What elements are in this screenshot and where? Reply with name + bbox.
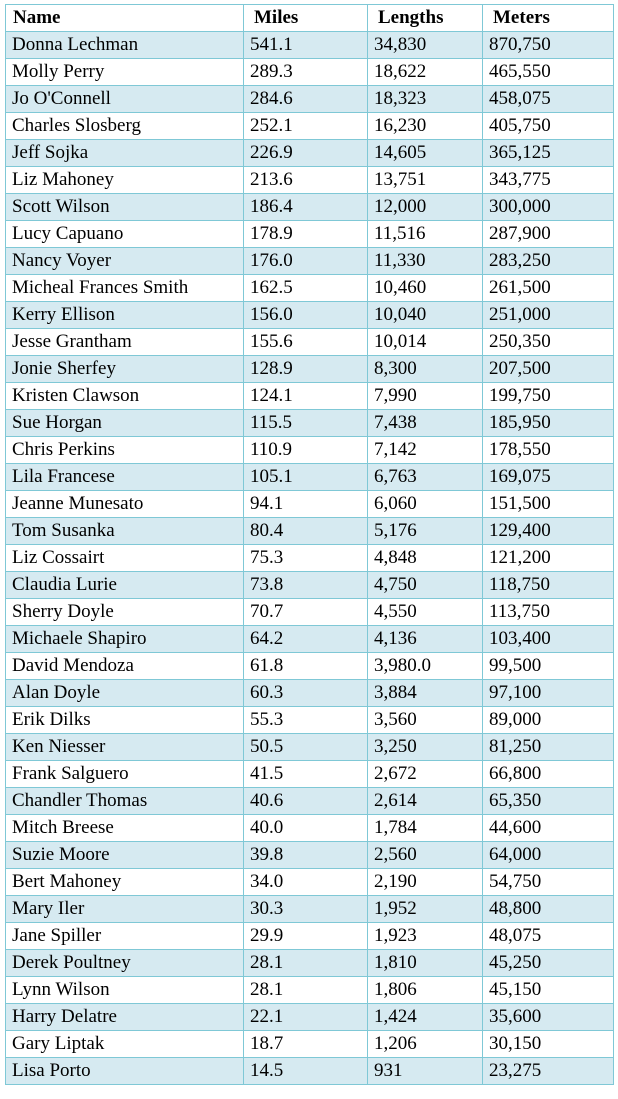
cell-miles: 289.3 — [244, 59, 368, 86]
cell-miles: 34.0 — [244, 869, 368, 896]
cell-lengths: 34,830 — [368, 32, 483, 59]
cell-miles: 14.5 — [244, 1058, 368, 1085]
table-header — [6, 5, 614, 32]
cell-name: Lila Francese — [6, 464, 244, 491]
cell-miles: 156.0 — [244, 302, 368, 329]
table-row — [6, 437, 614, 464]
cell-meters: 870,750 — [483, 32, 614, 59]
cell-meters: 118,750 — [483, 572, 614, 599]
cell-meters: 89,000 — [483, 707, 614, 734]
cell-lengths: 8,300 — [368, 356, 483, 383]
cell-meters: 81,250 — [483, 734, 614, 761]
cell-name: Jo O'Connell — [6, 86, 244, 113]
cell-miles: 41.5 — [244, 761, 368, 788]
table-row — [6, 356, 614, 383]
cell-meters: 283,250 — [483, 248, 614, 275]
table-row — [6, 707, 614, 734]
cell-name: Frank Salguero — [6, 761, 244, 788]
cell-name: Sue Horgan — [6, 410, 244, 437]
cell-miles: 284.6 — [244, 86, 368, 113]
cell-lengths: 3,560 — [368, 707, 483, 734]
cell-miles: 29.9 — [244, 923, 368, 950]
cell-name: Lisa Porto — [6, 1058, 244, 1085]
cell-miles: 40.6 — [244, 788, 368, 815]
cell-miles: 128.9 — [244, 356, 368, 383]
cell-lengths: 7,438 — [368, 410, 483, 437]
cell-meters: 66,800 — [483, 761, 614, 788]
cell-name: Jesse Grantham — [6, 329, 244, 356]
cell-miles: 94.1 — [244, 491, 368, 518]
cell-name: Derek Poultney — [6, 950, 244, 977]
cell-meters: 458,075 — [483, 86, 614, 113]
cell-name: Michaele Shapiro — [6, 626, 244, 653]
cell-lengths: 18,323 — [368, 86, 483, 113]
table-row — [6, 599, 614, 626]
cell-miles: 80.4 — [244, 518, 368, 545]
cell-meters: 185,950 — [483, 410, 614, 437]
cell-name: Jane Spiller — [6, 923, 244, 950]
cell-name: Claudia Lurie — [6, 572, 244, 599]
cell-meters: 97,100 — [483, 680, 614, 707]
cell-lengths: 1,784 — [368, 815, 483, 842]
cell-meters: 121,200 — [483, 545, 614, 572]
cell-meters: 113,750 — [483, 599, 614, 626]
cell-name: Lynn Wilson — [6, 977, 244, 1004]
table-row — [6, 869, 614, 896]
cell-meters: 405,750 — [483, 113, 614, 140]
cell-miles: 22.1 — [244, 1004, 368, 1031]
table-row — [6, 167, 614, 194]
cell-lengths: 4,136 — [368, 626, 483, 653]
table-row — [6, 950, 614, 977]
cell-meters: 54,750 — [483, 869, 614, 896]
cell-miles: 110.9 — [244, 437, 368, 464]
cell-name: Lucy Capuano — [6, 221, 244, 248]
cell-miles: 39.8 — [244, 842, 368, 869]
distance-table — [5, 4, 614, 1085]
cell-name: Ken Niesser — [6, 734, 244, 761]
table-row — [6, 194, 614, 221]
cell-lengths: 5,176 — [368, 518, 483, 545]
cell-lengths: 2,672 — [368, 761, 483, 788]
table-row — [6, 788, 614, 815]
cell-miles: 155.6 — [244, 329, 368, 356]
cell-lengths: 3,884 — [368, 680, 483, 707]
cell-meters: 129,400 — [483, 518, 614, 545]
header-row — [6, 5, 614, 32]
table-row — [6, 113, 614, 140]
table-row — [6, 1004, 614, 1031]
cell-miles: 30.3 — [244, 896, 368, 923]
cell-miles: 105.1 — [244, 464, 368, 491]
cell-name: Bert Mahoney — [6, 869, 244, 896]
cell-lengths: 13,751 — [368, 167, 483, 194]
cell-miles: 64.2 — [244, 626, 368, 653]
cell-name: Erik Dilks — [6, 707, 244, 734]
cell-name: Charles Slosberg — [6, 113, 244, 140]
table-row — [6, 383, 614, 410]
cell-name: Mitch Breese — [6, 815, 244, 842]
cell-meters: 287,900 — [483, 221, 614, 248]
cell-name: David Mendoza — [6, 653, 244, 680]
header-miles: Miles — [244, 5, 368, 32]
cell-name: Tom Susanka — [6, 518, 244, 545]
cell-name: Kristen Clawson — [6, 383, 244, 410]
table-row — [6, 32, 614, 59]
cell-lengths: 1,923 — [368, 923, 483, 950]
cell-miles: 115.5 — [244, 410, 368, 437]
cell-lengths: 3,250 — [368, 734, 483, 761]
cell-meters: 300,000 — [483, 194, 614, 221]
cell-lengths: 1,952 — [368, 896, 483, 923]
cell-lengths: 1,810 — [368, 950, 483, 977]
cell-lengths: 7,990 — [368, 383, 483, 410]
cell-lengths: 931 — [368, 1058, 483, 1085]
cell-meters: 30,150 — [483, 1031, 614, 1058]
cell-miles: 70.7 — [244, 599, 368, 626]
cell-meters: 261,500 — [483, 275, 614, 302]
cell-meters: 199,750 — [483, 383, 614, 410]
table-row — [6, 491, 614, 518]
cell-miles: 226.9 — [244, 140, 368, 167]
table-body — [6, 32, 614, 1085]
cell-name: Alan Doyle — [6, 680, 244, 707]
table-row — [6, 815, 614, 842]
cell-name: Scott Wilson — [6, 194, 244, 221]
cell-miles: 75.3 — [244, 545, 368, 572]
table-row — [6, 977, 614, 1004]
cell-meters: 65,350 — [483, 788, 614, 815]
cell-name: Liz Cossairt — [6, 545, 244, 572]
cell-lengths: 3,980.0 — [368, 653, 483, 680]
table-row — [6, 653, 614, 680]
header-meters: Meters — [483, 5, 614, 32]
cell-meters: 45,250 — [483, 950, 614, 977]
table-row — [6, 410, 614, 437]
header-lengths: Lengths — [368, 5, 483, 32]
cell-lengths: 11,516 — [368, 221, 483, 248]
cell-name: Sherry Doyle — [6, 599, 244, 626]
table-row — [6, 518, 614, 545]
cell-meters: 99,500 — [483, 653, 614, 680]
cell-lengths: 6,763 — [368, 464, 483, 491]
cell-name: Chris Perkins — [6, 437, 244, 464]
cell-name: Harry Delatre — [6, 1004, 244, 1031]
cell-meters: 465,550 — [483, 59, 614, 86]
cell-meters: 178,550 — [483, 437, 614, 464]
table-row — [6, 275, 614, 302]
cell-meters: 207,500 — [483, 356, 614, 383]
cell-lengths: 11,330 — [368, 248, 483, 275]
cell-miles: 28.1 — [244, 950, 368, 977]
cell-name: Kerry Ellison — [6, 302, 244, 329]
cell-meters: 250,350 — [483, 329, 614, 356]
cell-lengths: 1,206 — [368, 1031, 483, 1058]
table-row — [6, 329, 614, 356]
table-row — [6, 842, 614, 869]
table-row — [6, 545, 614, 572]
cell-lengths: 4,550 — [368, 599, 483, 626]
cell-miles: 162.5 — [244, 275, 368, 302]
cell-meters: 365,125 — [483, 140, 614, 167]
table-row — [6, 923, 614, 950]
table-row — [6, 86, 614, 113]
cell-miles: 176.0 — [244, 248, 368, 275]
cell-lengths: 2,560 — [368, 842, 483, 869]
table-row — [6, 1058, 614, 1085]
cell-lengths: 12,000 — [368, 194, 483, 221]
cell-lengths: 4,750 — [368, 572, 483, 599]
cell-name: Nancy Voyer — [6, 248, 244, 275]
cell-lengths: 2,614 — [368, 788, 483, 815]
cell-lengths: 14,605 — [368, 140, 483, 167]
cell-meters: 48,800 — [483, 896, 614, 923]
cell-name: Jeanne Munesato — [6, 491, 244, 518]
cell-lengths: 18,622 — [368, 59, 483, 86]
cell-name: Micheal Frances Smith — [6, 275, 244, 302]
cell-lengths: 1,806 — [368, 977, 483, 1004]
cell-meters: 169,075 — [483, 464, 614, 491]
cell-miles: 124.1 — [244, 383, 368, 410]
cell-name: Jeff Sojka — [6, 140, 244, 167]
cell-miles: 28.1 — [244, 977, 368, 1004]
table-row — [6, 734, 614, 761]
cell-meters: 151,500 — [483, 491, 614, 518]
cell-miles: 541.1 — [244, 32, 368, 59]
cell-miles: 50.5 — [244, 734, 368, 761]
cell-miles: 73.8 — [244, 572, 368, 599]
cell-name: Liz Mahoney — [6, 167, 244, 194]
cell-name: Mary Iler — [6, 896, 244, 923]
cell-lengths: 7,142 — [368, 437, 483, 464]
cell-miles: 60.3 — [244, 680, 368, 707]
cell-name: Chandler Thomas — [6, 788, 244, 815]
cell-lengths: 10,014 — [368, 329, 483, 356]
table-row — [6, 140, 614, 167]
table-row — [6, 626, 614, 653]
cell-lengths: 6,060 — [368, 491, 483, 518]
table-row — [6, 572, 614, 599]
cell-meters: 48,075 — [483, 923, 614, 950]
table-row — [6, 59, 614, 86]
cell-meters: 44,600 — [483, 815, 614, 842]
cell-miles: 18.7 — [244, 1031, 368, 1058]
cell-lengths: 10,040 — [368, 302, 483, 329]
table-row — [6, 221, 614, 248]
table-row — [6, 896, 614, 923]
cell-miles: 186.4 — [244, 194, 368, 221]
cell-lengths: 4,848 — [368, 545, 483, 572]
cell-meters: 35,600 — [483, 1004, 614, 1031]
header-name: Name — [6, 5, 244, 32]
cell-name: Molly Perry — [6, 59, 244, 86]
cell-name: Donna Lechman — [6, 32, 244, 59]
cell-name: Jonie Sherfey — [6, 356, 244, 383]
cell-meters: 103,400 — [483, 626, 614, 653]
cell-lengths: 10,460 — [368, 275, 483, 302]
cell-miles: 178.9 — [244, 221, 368, 248]
table-row — [6, 761, 614, 788]
cell-meters: 45,150 — [483, 977, 614, 1004]
table-row — [6, 302, 614, 329]
cell-meters: 64,000 — [483, 842, 614, 869]
cell-miles: 252.1 — [244, 113, 368, 140]
table-row — [6, 1031, 614, 1058]
cell-name: Gary Liptak — [6, 1031, 244, 1058]
cell-miles: 61.8 — [244, 653, 368, 680]
cell-meters: 23,275 — [483, 1058, 614, 1085]
cell-name: Suzie Moore — [6, 842, 244, 869]
cell-meters: 251,000 — [483, 302, 614, 329]
table-row — [6, 248, 614, 275]
cell-meters: 343,775 — [483, 167, 614, 194]
cell-lengths: 2,190 — [368, 869, 483, 896]
table-row — [6, 680, 614, 707]
cell-miles: 40.0 — [244, 815, 368, 842]
table-row — [6, 464, 614, 491]
cell-miles: 213.6 — [244, 167, 368, 194]
cell-lengths: 1,424 — [368, 1004, 483, 1031]
cell-lengths: 16,230 — [368, 113, 483, 140]
cell-miles: 55.3 — [244, 707, 368, 734]
